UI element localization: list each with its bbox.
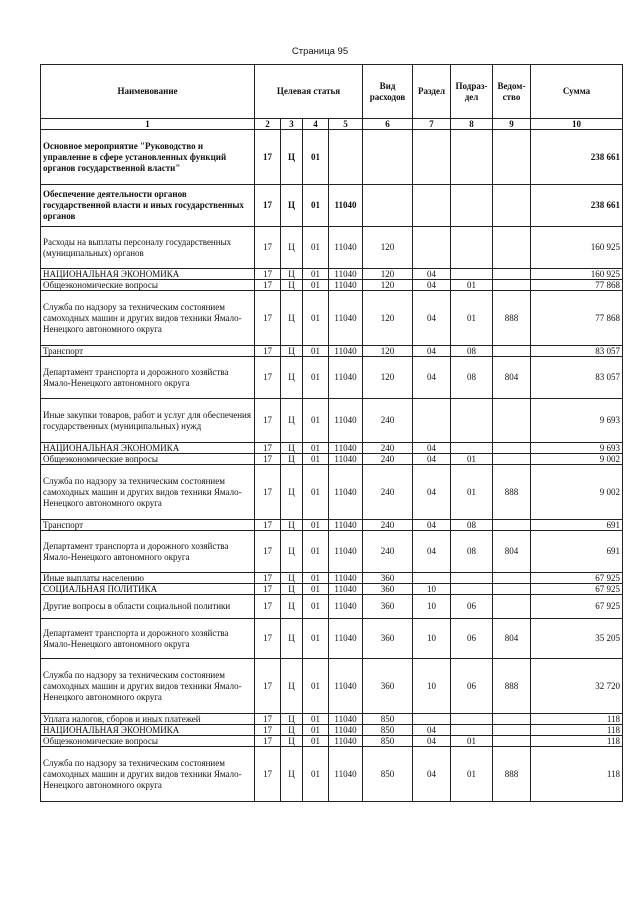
- table-row: [41, 714, 623, 725]
- cell-program: 17: [255, 747, 281, 802]
- cell-vid: 850: [363, 747, 413, 802]
- cell-direction: 11040: [329, 399, 363, 443]
- cell-podrazdel: 01: [451, 747, 493, 802]
- cell-program: 17: [255, 269, 281, 280]
- cell-razdel: 04: [413, 520, 451, 531]
- row-name: Служба по надзору за техническим состоянием самоходных машин и других видов техники Ямало-Ненецкого автономного округа: [41, 291, 255, 346]
- cell-direction: 11040: [329, 725, 363, 736]
- cell-event: 01: [303, 659, 329, 714]
- cell-razdel: [413, 399, 451, 443]
- cell-subprogram: Ц: [281, 280, 303, 291]
- cell-program: 17: [255, 291, 281, 346]
- cell-vid: [363, 185, 413, 227]
- cell-event: 01: [303, 747, 329, 802]
- cell-vid: 850: [363, 714, 413, 725]
- column-number: 6: [363, 119, 413, 130]
- column-number: 8: [451, 119, 493, 130]
- cell-subprogram: Ц: [281, 454, 303, 465]
- cell-subprogram: Ц: [281, 465, 303, 520]
- row-name: Служба по надзору за техническим состоянием самоходных машин и других видов техники Ямало-Ненецкого автономного округа: [41, 659, 255, 714]
- cell-razdel: 04: [413, 280, 451, 291]
- column-number: 1: [41, 119, 255, 130]
- cell-direction: 11040: [329, 454, 363, 465]
- cell-subprogram: Ц: [281, 227, 303, 269]
- cell-razdel: 04: [413, 725, 451, 736]
- cell-podrazdel: [451, 130, 493, 185]
- cell-subprogram: Ц: [281, 573, 303, 584]
- row-name: Общеэкономические вопросы: [41, 280, 255, 291]
- cell-direction: 11040: [329, 227, 363, 269]
- row-name: Другие вопросы в области социальной политики: [41, 595, 255, 619]
- cell-program: 17: [255, 443, 281, 454]
- cell-podrazdel: 01: [451, 454, 493, 465]
- cell-program: 17: [255, 531, 281, 573]
- cell-podrazdel: [451, 227, 493, 269]
- cell-podrazdel: [451, 714, 493, 725]
- cell-direction: 11040: [329, 185, 363, 227]
- cell-program: 17: [255, 619, 281, 659]
- cell-sum: 77 868: [531, 291, 623, 346]
- table-row: [41, 280, 623, 291]
- row-name: Основное мероприятие "Руководство и управление в сфере установленных функций органов государственной власти": [41, 130, 255, 185]
- row-name: Служба по надзору за техническим состоянием самоходных машин и других видов техники Ямало-Ненецкого автономного округа: [41, 747, 255, 802]
- cell-razdel: 04: [413, 291, 451, 346]
- header-row: [41, 65, 623, 119]
- cell-direction: 11040: [329, 659, 363, 714]
- row-name: НАЦИОНАЛЬНАЯ ЭКОНОМИКА: [41, 443, 255, 454]
- cell-vedomstvo: 888: [493, 747, 531, 802]
- cell-razdel: 04: [413, 454, 451, 465]
- cell-podrazdel: [451, 185, 493, 227]
- cell-sum: 83 057: [531, 357, 623, 399]
- cell-sum: 118: [531, 725, 623, 736]
- row-name: Общеэкономические вопросы: [41, 454, 255, 465]
- cell-program: 17: [255, 130, 281, 185]
- cell-razdel: 10: [413, 595, 451, 619]
- cell-subprogram: Ц: [281, 269, 303, 280]
- table-row: [41, 465, 623, 520]
- cell-program: 17: [255, 736, 281, 747]
- cell-event: 01: [303, 454, 329, 465]
- cell-sum: 238 661: [531, 185, 623, 227]
- cell-subprogram: Ц: [281, 185, 303, 227]
- cell-program: 17: [255, 346, 281, 357]
- cell-razdel: 04: [413, 736, 451, 747]
- page-number: Страница 95: [291, 46, 349, 57]
- cell-subprogram: Ц: [281, 346, 303, 357]
- cell-event: 01: [303, 130, 329, 185]
- cell-program: 17: [255, 185, 281, 227]
- cell-razdel: 04: [413, 531, 451, 573]
- table-row: [41, 357, 623, 399]
- cell-event: 01: [303, 573, 329, 584]
- cell-vedomstvo: [493, 595, 531, 619]
- table-row: [41, 584, 623, 595]
- cell-program: 17: [255, 520, 281, 531]
- cell-podrazdel: 01: [451, 280, 493, 291]
- cell-subprogram: Ц: [281, 747, 303, 802]
- row-name: Расходы на выплаты персоналу государственных (муниципальных) органов: [41, 227, 255, 269]
- cell-sum: 83 057: [531, 346, 623, 357]
- cell-vedomstvo: [493, 454, 531, 465]
- table-row: [41, 346, 623, 357]
- table-row: [41, 659, 623, 714]
- cell-podrazdel: [451, 584, 493, 595]
- cell-podrazdel: 08: [451, 531, 493, 573]
- cell-subprogram: Ц: [281, 130, 303, 185]
- cell-program: 17: [255, 399, 281, 443]
- cell-razdel: 10: [413, 659, 451, 714]
- cell-direction: 11040: [329, 465, 363, 520]
- cell-event: 01: [303, 357, 329, 399]
- row-name: Служба по надзору за техническим состоянием самоходных машин и других видов техники Ямало-Ненецкого автономного округа: [41, 465, 255, 520]
- column-number: 4: [303, 119, 329, 130]
- cell-vid: 240: [363, 531, 413, 573]
- cell-razdel: 10: [413, 619, 451, 659]
- cell-vid: 240: [363, 399, 413, 443]
- cell-razdel: [413, 185, 451, 227]
- cell-vedomstvo: [493, 280, 531, 291]
- cell-podrazdel: 08: [451, 520, 493, 531]
- table-row: [41, 736, 623, 747]
- cell-podrazdel: 01: [451, 736, 493, 747]
- column-number: 7: [413, 119, 451, 130]
- cell-direction: 11040: [329, 531, 363, 573]
- cell-direction: 11040: [329, 280, 363, 291]
- cell-vedomstvo: [493, 725, 531, 736]
- row-name: Департамент транспорта и дорожного хозяйства Ямало-Ненецкого автономного округа: [41, 357, 255, 399]
- cell-podrazdel: [451, 399, 493, 443]
- cell-razdel: 04: [413, 357, 451, 399]
- cell-sum: 67 925: [531, 584, 623, 595]
- cell-razdel: 04: [413, 269, 451, 280]
- cell-sum: 35 205: [531, 619, 623, 659]
- cell-vid: 120: [363, 269, 413, 280]
- cell-direction: 11040: [329, 714, 363, 725]
- table-row: [41, 725, 623, 736]
- cell-event: 01: [303, 346, 329, 357]
- cell-razdel: 04: [413, 465, 451, 520]
- cell-podrazdel: 08: [451, 346, 493, 357]
- cell-sum: 9 002: [531, 454, 623, 465]
- cell-program: 17: [255, 280, 281, 291]
- row-name: Транспорт: [41, 520, 255, 531]
- cell-subprogram: Ц: [281, 725, 303, 736]
- header-vid: Вид расходов: [363, 65, 413, 119]
- cell-subprogram: Ц: [281, 520, 303, 531]
- table-row: [41, 185, 623, 227]
- cell-vid: 120: [363, 291, 413, 346]
- cell-vid: [363, 130, 413, 185]
- row-name: Уплата налогов, сборов и иных платежей: [41, 714, 255, 725]
- cell-vedomstvo: 804: [493, 357, 531, 399]
- row-name: НАЦИОНАЛЬНАЯ ЭКОНОМИКА: [41, 725, 255, 736]
- cell-podrazdel: 06: [451, 619, 493, 659]
- cell-sum: 118: [531, 736, 623, 747]
- table-row: [41, 227, 623, 269]
- cell-vid: 360: [363, 584, 413, 595]
- cell-vedomstvo: [493, 584, 531, 595]
- cell-vid: 360: [363, 595, 413, 619]
- cell-subprogram: Ц: [281, 619, 303, 659]
- column-number: 10: [531, 119, 623, 130]
- cell-program: 17: [255, 227, 281, 269]
- budget-table: [40, 64, 623, 802]
- cell-razdel: 04: [413, 747, 451, 802]
- cell-vid: 360: [363, 573, 413, 584]
- cell-program: 17: [255, 454, 281, 465]
- header-podrazdel: Подраз-дел: [451, 65, 493, 119]
- cell-event: 01: [303, 520, 329, 531]
- cell-razdel: [413, 227, 451, 269]
- cell-sum: 160 925: [531, 269, 623, 280]
- cell-vedomstvo: 888: [493, 465, 531, 520]
- cell-vedomstvo: [493, 443, 531, 454]
- cell-sum: 160 925: [531, 227, 623, 269]
- cell-vid: 240: [363, 454, 413, 465]
- cell-podrazdel: 01: [451, 465, 493, 520]
- cell-sum: 118: [531, 747, 623, 802]
- table-row: [41, 454, 623, 465]
- table-row: [41, 747, 623, 802]
- cell-direction: 11040: [329, 736, 363, 747]
- cell-program: 17: [255, 725, 281, 736]
- cell-subprogram: Ц: [281, 595, 303, 619]
- cell-subprogram: Ц: [281, 357, 303, 399]
- cell-vedomstvo: 888: [493, 291, 531, 346]
- cell-event: 01: [303, 280, 329, 291]
- cell-subprogram: Ц: [281, 736, 303, 747]
- header-razdel: Раздел: [413, 65, 451, 119]
- cell-vid: 360: [363, 659, 413, 714]
- cell-subprogram: Ц: [281, 659, 303, 714]
- cell-event: 01: [303, 269, 329, 280]
- cell-razdel: [413, 130, 451, 185]
- cell-direction: 11040: [329, 619, 363, 659]
- cell-subprogram: Ц: [281, 399, 303, 443]
- header-target: Целевая статья: [255, 65, 363, 119]
- cell-direction: 11040: [329, 443, 363, 454]
- cell-program: 17: [255, 465, 281, 520]
- cell-event: 01: [303, 399, 329, 443]
- header-summa: Сумма: [531, 65, 623, 119]
- cell-program: 17: [255, 573, 281, 584]
- column-number-row: [41, 119, 623, 130]
- cell-podrazdel: 01: [451, 291, 493, 346]
- cell-event: 01: [303, 227, 329, 269]
- table-row: [41, 130, 623, 185]
- table-row: [41, 291, 623, 346]
- cell-razdel: 04: [413, 346, 451, 357]
- cell-vedomstvo: [493, 520, 531, 531]
- row-name: Департамент транспорта и дорожного хозяйства Ямало-Ненецкого автономного округа: [41, 619, 255, 659]
- cell-program: 17: [255, 584, 281, 595]
- row-name: Иные выплаты населению: [41, 573, 255, 584]
- header-vedomstvo: Ведом-ство: [493, 65, 531, 119]
- cell-vid: 120: [363, 346, 413, 357]
- cell-subprogram: Ц: [281, 584, 303, 595]
- cell-vedomstvo: [493, 346, 531, 357]
- row-name: Транспорт: [41, 346, 255, 357]
- table-row: [41, 399, 623, 443]
- cell-subprogram: Ц: [281, 531, 303, 573]
- cell-sum: 9 693: [531, 443, 623, 454]
- cell-program: 17: [255, 595, 281, 619]
- cell-vedomstvo: [493, 714, 531, 725]
- cell-vedomstvo: 888: [493, 659, 531, 714]
- cell-event: 01: [303, 736, 329, 747]
- cell-vid: 120: [363, 227, 413, 269]
- cell-sum: 9 002: [531, 465, 623, 520]
- cell-vedomstvo: [493, 399, 531, 443]
- cell-event: 01: [303, 595, 329, 619]
- cell-sum: 691: [531, 520, 623, 531]
- table-row: [41, 269, 623, 280]
- cell-event: 01: [303, 725, 329, 736]
- cell-event: 01: [303, 619, 329, 659]
- cell-direction: 11040: [329, 584, 363, 595]
- cell-vedomstvo: [493, 269, 531, 280]
- cell-vedomstvo: 804: [493, 531, 531, 573]
- cell-direction: 11040: [329, 595, 363, 619]
- cell-vid: 850: [363, 736, 413, 747]
- cell-vedomstvo: [493, 130, 531, 185]
- cell-podrazdel: [451, 269, 493, 280]
- cell-direction: [329, 130, 363, 185]
- cell-vid: 240: [363, 443, 413, 454]
- column-number: 5: [329, 119, 363, 130]
- table-row: [41, 619, 623, 659]
- cell-direction: 11040: [329, 747, 363, 802]
- cell-podrazdel: [451, 443, 493, 454]
- cell-event: 01: [303, 531, 329, 573]
- cell-direction: 11040: [329, 573, 363, 584]
- cell-vedomstvo: [493, 185, 531, 227]
- cell-subprogram: Ц: [281, 443, 303, 454]
- cell-podrazdel: 08: [451, 357, 493, 399]
- header-name: Наименование: [41, 65, 255, 119]
- cell-sum: 238 661: [531, 130, 623, 185]
- row-name: СОЦИАЛЬНАЯ ПОЛИТИКА: [41, 584, 255, 595]
- cell-sum: 77 868: [531, 280, 623, 291]
- cell-vid: 850: [363, 725, 413, 736]
- cell-subprogram: Ц: [281, 291, 303, 346]
- column-number: 2: [255, 119, 281, 130]
- cell-vid: 360: [363, 619, 413, 659]
- row-name: Департамент транспорта и дорожного хозяйства Ямало-Ненецкого автономного округа: [41, 531, 255, 573]
- cell-direction: 11040: [329, 520, 363, 531]
- cell-vedomstvo: [493, 227, 531, 269]
- cell-vid: 240: [363, 465, 413, 520]
- cell-sum: 118: [531, 714, 623, 725]
- cell-direction: 11040: [329, 291, 363, 346]
- table-row: [41, 443, 623, 454]
- cell-razdel: 04: [413, 443, 451, 454]
- cell-razdel: [413, 573, 451, 584]
- cell-program: 17: [255, 659, 281, 714]
- cell-vid: 120: [363, 280, 413, 291]
- cell-direction: 11040: [329, 346, 363, 357]
- cell-razdel: 10: [413, 584, 451, 595]
- table-row: [41, 573, 623, 584]
- column-number: 9: [493, 119, 531, 130]
- cell-event: 01: [303, 584, 329, 595]
- row-name: Общеэкономические вопросы: [41, 736, 255, 747]
- cell-vedomstvo: [493, 573, 531, 584]
- cell-sum: 691: [531, 531, 623, 573]
- cell-sum: 67 925: [531, 573, 623, 584]
- cell-sum: 67 925: [531, 595, 623, 619]
- cell-direction: 11040: [329, 269, 363, 280]
- cell-podrazdel: [451, 573, 493, 584]
- cell-event: 01: [303, 185, 329, 227]
- cell-subprogram: Ц: [281, 714, 303, 725]
- cell-event: 01: [303, 714, 329, 725]
- cell-podrazdel: [451, 725, 493, 736]
- table-row: [41, 595, 623, 619]
- cell-event: 01: [303, 291, 329, 346]
- table-row: [41, 520, 623, 531]
- cell-vedomstvo: 804: [493, 619, 531, 659]
- column-number: 3: [281, 119, 303, 130]
- table-row: [41, 531, 623, 573]
- cell-razdel: [413, 714, 451, 725]
- cell-event: 01: [303, 465, 329, 520]
- cell-sum: 32 720: [531, 659, 623, 714]
- row-name: Обеспечение деятельности органов государственной власти и иных государственных органов: [41, 185, 255, 227]
- cell-vid: 240: [363, 520, 413, 531]
- cell-podrazdel: 06: [451, 595, 493, 619]
- row-name: Иные закупки товаров, работ и услуг для обеспечения государственных (муниципальных) нужд: [41, 399, 255, 443]
- cell-program: 17: [255, 714, 281, 725]
- cell-direction: 11040: [329, 357, 363, 399]
- row-name: НАЦИОНАЛЬНАЯ ЭКОНОМИКА: [41, 269, 255, 280]
- cell-event: 01: [303, 443, 329, 454]
- cell-vid: 120: [363, 357, 413, 399]
- cell-podrazdel: 06: [451, 659, 493, 714]
- cell-vedomstvo: [493, 736, 531, 747]
- cell-program: 17: [255, 357, 281, 399]
- cell-sum: 9 693: [531, 399, 623, 443]
